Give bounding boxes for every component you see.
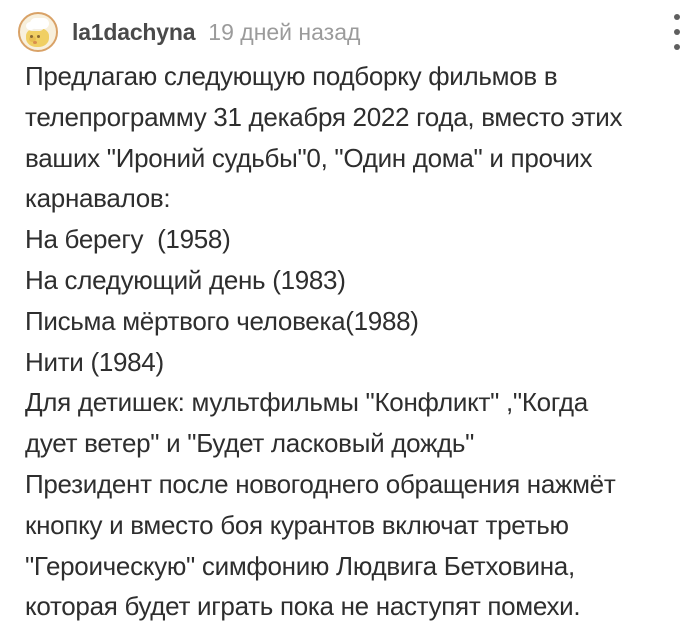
comment-text-line: телепрограмму 31 декабря 2022 года, вместо этих	[25, 101, 623, 132]
kebab-menu-button[interactable]	[667, 9, 687, 55]
kebab-dot	[674, 14, 680, 20]
comment-text-line: Нити (1984)	[25, 346, 164, 377]
comment-timestamp: 19 дней назад	[208, 18, 361, 45]
comment-text-line: "Героическую" симфонию Людвига Бетховина,	[25, 550, 575, 581]
comment-text-line: Предлагаю следующую подборку фильмов в	[25, 61, 558, 91]
comment-header	[18, 12, 682, 52]
comment-text-line: карнавалов:	[25, 183, 171, 214]
comment-text-line: Для детишек: мультфильмы "Конфликт" ,"Когда	[25, 387, 588, 418]
header-text	[72, 19, 360, 46]
avatar-eye-shape	[30, 35, 33, 38]
comment-text-line: На берегу (1958)	[25, 224, 231, 255]
comment-text-line: Президент после новогоднего обращения нажмёт	[25, 468, 616, 499]
avatar-eye-shape	[37, 35, 40, 38]
comment-text-line: дует ветер" и "Будет ласковый дождь"	[25, 428, 475, 459]
kebab-dot	[674, 44, 680, 50]
user-avatar-icon[interactable]	[18, 12, 58, 52]
username-link[interactable]: la1dachyna	[72, 18, 196, 45]
comment-text-line: На следующий день (1983)	[25, 264, 346, 295]
avatar-hat-shape	[30, 18, 49, 29]
comment-text-line: которая будет играть пока не наступят помехи.	[25, 591, 581, 622]
comment-text-line: кнопку и вместо боя курантов включат третью	[25, 509, 569, 540]
comment-text-line: Письма мёртвого человека(1988)	[25, 305, 419, 336]
kebab-dot	[674, 29, 680, 35]
comment-text-line: ваших "Ироний судьбы"0, "Один дома" и прочих	[25, 142, 593, 173]
comment-body	[25, 56, 680, 627]
avatar-mouth-shape	[33, 41, 37, 44]
